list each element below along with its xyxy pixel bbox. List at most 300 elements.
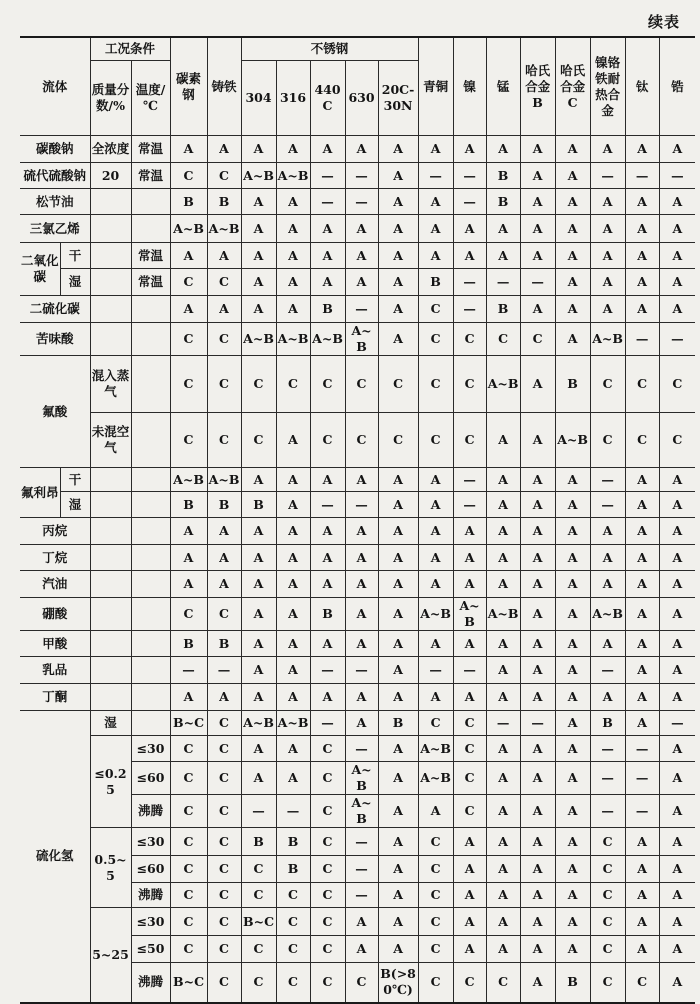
rating-titanium: A: [625, 711, 659, 736]
rating-bronze: A: [418, 571, 453, 598]
table-row: [20, 296, 695, 323]
rating-ss304: A: [241, 598, 276, 631]
rating-carbon-steel: B: [170, 189, 207, 215]
rating-nickel: C: [453, 736, 486, 762]
fluid-name: 汽油: [20, 571, 90, 598]
rating-manganese: A: [486, 883, 520, 908]
rating-manganese: A: [486, 657, 520, 684]
rating-cast-iron: C: [207, 269, 241, 296]
rating-nickel: A~B: [453, 598, 486, 631]
rating-hastelloy-b: A: [520, 356, 555, 413]
table-row: [20, 356, 695, 413]
table-row: [20, 828, 695, 856]
rating-nickel: C: [453, 413, 486, 468]
rating-manganese: A: [486, 215, 520, 243]
rating-nickel: —: [453, 296, 486, 323]
rating-zirconium: A: [659, 296, 695, 323]
rating-hastelloy-c: A: [555, 518, 590, 545]
rating-ss20c-30n: A: [378, 545, 418, 571]
temperature: ≤30: [131, 736, 170, 762]
rating-manganese: A: [486, 908, 520, 936]
rating-zirconium: A: [659, 545, 695, 571]
rating-cast-iron: C: [207, 598, 241, 631]
rating-hastelloy-c: A: [555, 631, 590, 657]
rating-cast-iron: A: [207, 518, 241, 545]
rating-manganese: —: [486, 269, 520, 296]
rating-hastelloy-b: A: [520, 631, 555, 657]
rating-bronze: C: [418, 828, 453, 856]
rating-ss316: A: [276, 598, 310, 631]
rating-ss630: A: [345, 936, 378, 963]
rating-zirconium: A: [659, 598, 695, 631]
rating-ss440c: A~B: [310, 323, 345, 356]
header-titanium: 钛: [625, 37, 659, 136]
rating-carbon-steel: B~C: [170, 963, 207, 1003]
rating-ss20c-30n: A: [378, 136, 418, 163]
table-row: [20, 189, 695, 215]
rating-cast-iron: C: [207, 736, 241, 762]
rating-bronze: A: [418, 518, 453, 545]
rating-hastelloy-b: A: [520, 243, 555, 269]
mass-fraction: [90, 296, 131, 323]
rating-ss316: C: [276, 963, 310, 1003]
rating-zirconium: A: [659, 795, 695, 828]
rating-hastelloy-b: A: [520, 736, 555, 762]
header-manganese: 锰: [486, 37, 520, 136]
rating-hastelloy-b: A: [520, 492, 555, 518]
rating-nickel: A: [453, 518, 486, 545]
rating-ss316: A~B: [276, 711, 310, 736]
rating-nickel: C: [453, 762, 486, 795]
rating-hastelloy-c: A: [555, 492, 590, 518]
rating-manganese: A: [486, 571, 520, 598]
rating-zirconium: A: [659, 189, 695, 215]
rating-ss440c: C: [310, 908, 345, 936]
rating-titanium: A: [625, 215, 659, 243]
temperature: [131, 684, 170, 711]
rating-nickel: —: [453, 657, 486, 684]
rating-bronze: C: [418, 711, 453, 736]
temperature: [131, 468, 170, 492]
rating-nickel: A: [453, 684, 486, 711]
fluid-name: 氟利昂: [20, 468, 60, 518]
rating-ss440c: C: [310, 856, 345, 883]
rating-ss440c: —: [310, 657, 345, 684]
rating-carbon-steel: C: [170, 736, 207, 762]
rating-zirconium: A: [659, 657, 695, 684]
rating-zirconium: C: [659, 356, 695, 413]
rating-inconel: A~B: [590, 598, 625, 631]
rating-manganese: B: [486, 189, 520, 215]
rating-ss20c-30n: A: [378, 631, 418, 657]
rating-manganese: A: [486, 468, 520, 492]
rating-cast-iron: —: [207, 657, 241, 684]
rating-zirconium: A: [659, 762, 695, 795]
table-row: [20, 908, 695, 936]
rating-hastelloy-b: —: [520, 711, 555, 736]
fluid-name: 甲酸: [20, 631, 90, 657]
rating-carbon-steel: C: [170, 795, 207, 828]
rating-cast-iron: A: [207, 136, 241, 163]
rating-hastelloy-c: A: [555, 795, 590, 828]
rating-titanium: A: [625, 136, 659, 163]
rating-nickel: —: [453, 468, 486, 492]
fluid-name: 二硫化碳: [20, 296, 90, 323]
rating-ss630: A: [345, 598, 378, 631]
rating-ss630: —: [345, 828, 378, 856]
rating-manganese: A: [486, 828, 520, 856]
rating-ss316: —: [276, 795, 310, 828]
rating-carbon-steel: B: [170, 492, 207, 518]
rating-bronze: A~B: [418, 598, 453, 631]
rating-ss316: A: [276, 413, 310, 468]
rating-carbon-steel: C: [170, 908, 207, 936]
rating-bronze: C: [418, 856, 453, 883]
rating-ss20c-30n: A: [378, 936, 418, 963]
rating-nickel: A: [453, 243, 486, 269]
temperature: [131, 711, 170, 736]
rating-hastelloy-b: A: [520, 762, 555, 795]
header-hastelloy-c: 哈氏合金C: [555, 37, 590, 136]
mass-fraction: [90, 215, 131, 243]
rating-ss630: —: [345, 189, 378, 215]
rating-ss630: A: [345, 684, 378, 711]
rating-zirconium: A: [659, 269, 695, 296]
rating-carbon-steel: A: [170, 571, 207, 598]
rating-ss316: A~B: [276, 163, 310, 189]
rating-ss440c: C: [310, 883, 345, 908]
rating-ss630: A: [345, 136, 378, 163]
rating-ss20c-30n: A: [378, 883, 418, 908]
rating-ss20c-30n: A: [378, 657, 418, 684]
rating-ss20c-30n: A: [378, 762, 418, 795]
rating-hastelloy-b: A: [520, 856, 555, 883]
rating-hastelloy-b: A: [520, 963, 555, 1003]
rating-ss440c: —: [310, 163, 345, 189]
rating-cast-iron: A: [207, 684, 241, 711]
table-row: [20, 243, 695, 269]
rating-ss304: A~B: [241, 323, 276, 356]
rating-ss304: A~B: [241, 163, 276, 189]
rating-manganese: A: [486, 492, 520, 518]
rating-inconel: C: [590, 828, 625, 856]
rating-hastelloy-b: A: [520, 468, 555, 492]
rating-cast-iron: C: [207, 936, 241, 963]
temperature: 常温: [131, 243, 170, 269]
rating-hastelloy-c: A: [555, 762, 590, 795]
rating-titanium: —: [625, 323, 659, 356]
rating-bronze: C: [418, 296, 453, 323]
rating-ss630: A~B: [345, 795, 378, 828]
header-ss440c: 440C: [310, 61, 345, 136]
header-zirconium: 锆: [659, 37, 695, 136]
rating-ss630: —: [345, 492, 378, 518]
rating-ss20c-30n: B(>80℃): [378, 963, 418, 1003]
rating-titanium: —: [625, 762, 659, 795]
mass-fraction: [90, 684, 131, 711]
rating-ss630: A~B: [345, 323, 378, 356]
rating-ss316: A: [276, 296, 310, 323]
rating-ss304: A: [241, 571, 276, 598]
rating-cast-iron: C: [207, 795, 241, 828]
temperature: ≤50: [131, 936, 170, 963]
table-row: [20, 711, 695, 736]
temperature: ≤30: [131, 828, 170, 856]
mass-fraction: [90, 243, 131, 269]
temperature: ≤60: [131, 856, 170, 883]
rating-bronze: C: [418, 883, 453, 908]
rating-ss304: A: [241, 296, 276, 323]
rating-titanium: —: [625, 795, 659, 828]
rating-titanium: A: [625, 908, 659, 936]
rating-ss316: A: [276, 762, 310, 795]
rating-manganese: A: [486, 631, 520, 657]
header-bronze: 青铜: [418, 37, 453, 136]
rating-ss630: A: [345, 243, 378, 269]
fluid-name: 二氧化碳: [20, 243, 60, 296]
rating-manganese: C: [486, 323, 520, 356]
rating-ss630: C: [345, 356, 378, 413]
rating-manganese: A: [486, 136, 520, 163]
table-row: [20, 631, 695, 657]
rating-titanium: A: [625, 856, 659, 883]
rating-ss630: —: [345, 856, 378, 883]
rating-zirconium: A: [659, 856, 695, 883]
header-stainless-steel: 不锈钢: [241, 37, 418, 61]
mass-fraction: [90, 323, 131, 356]
rating-carbon-steel: C: [170, 762, 207, 795]
temperature: 沸腾: [131, 883, 170, 908]
rating-ss304: A: [241, 684, 276, 711]
header-row: [20, 37, 695, 61]
rating-carbon-steel: C: [170, 413, 207, 468]
rating-inconel: —: [590, 736, 625, 762]
rating-ss304: A: [241, 736, 276, 762]
temperature: [131, 545, 170, 571]
rating-nickel: A: [453, 571, 486, 598]
rating-zirconium: —: [659, 163, 695, 189]
rating-cast-iron: C: [207, 883, 241, 908]
rating-ss440c: A: [310, 684, 345, 711]
rating-ss440c: A: [310, 215, 345, 243]
rating-inconel: C: [590, 908, 625, 936]
rating-cast-iron: C: [207, 908, 241, 936]
table-row: [20, 657, 695, 684]
rating-bronze: A: [418, 468, 453, 492]
rating-bronze: B: [418, 269, 453, 296]
rating-hastelloy-b: A: [520, 215, 555, 243]
rating-inconel: —: [590, 657, 625, 684]
rating-ss20c-30n: C: [378, 356, 418, 413]
rating-carbon-steel: A~B: [170, 215, 207, 243]
rating-hastelloy-c: A: [555, 711, 590, 736]
temperature: 沸腾: [131, 963, 170, 1003]
table-row: [20, 323, 695, 356]
rating-inconel: C: [590, 856, 625, 883]
temperature: [131, 296, 170, 323]
rating-ss440c: B: [310, 598, 345, 631]
rating-hastelloy-b: A: [520, 883, 555, 908]
rating-ss304: A: [241, 631, 276, 657]
rating-titanium: A: [625, 545, 659, 571]
rating-inconel: A: [590, 571, 625, 598]
rating-ss316: A: [276, 571, 310, 598]
rating-ss630: C: [345, 413, 378, 468]
rating-ss304: C: [241, 413, 276, 468]
rating-ss304: A~B: [241, 711, 276, 736]
mass-fraction: [90, 598, 131, 631]
rating-cast-iron: C: [207, 828, 241, 856]
temperature: 沸腾: [131, 795, 170, 828]
rating-hastelloy-c: A: [555, 908, 590, 936]
rating-hastelloy-c: A: [555, 936, 590, 963]
rating-nickel: C: [453, 963, 486, 1003]
mass-fraction: 全浓度: [90, 136, 131, 163]
rating-nickel: C: [453, 795, 486, 828]
rating-manganese: A: [486, 856, 520, 883]
rating-ss440c: —: [310, 189, 345, 215]
rating-inconel: —: [590, 468, 625, 492]
rating-ss630: —: [345, 883, 378, 908]
rating-inconel: A: [590, 296, 625, 323]
rating-manganese: A: [486, 545, 520, 571]
fluid-name: 丁烷: [20, 545, 90, 571]
rating-inconel: —: [590, 762, 625, 795]
mass-fraction: ≤0.25: [90, 736, 131, 828]
fluid-name: 松节油: [20, 189, 90, 215]
rating-carbon-steel: C: [170, 356, 207, 413]
rating-ss20c-30n: A: [378, 571, 418, 598]
rating-hastelloy-c: A: [555, 856, 590, 883]
rating-inconel: A: [590, 631, 625, 657]
table-row: [20, 492, 695, 518]
temperature: [131, 492, 170, 518]
rating-ss630: A: [345, 518, 378, 545]
mass-fraction: [90, 468, 131, 492]
rating-ss440c: A: [310, 136, 345, 163]
rating-hastelloy-c: B: [555, 356, 590, 413]
mass-fraction: 未混空气: [90, 413, 131, 468]
rating-titanium: A: [625, 684, 659, 711]
rating-ss316: A: [276, 215, 310, 243]
rating-titanium: C: [625, 413, 659, 468]
table-row: [20, 545, 695, 571]
rating-ss20c-30n: A: [378, 795, 418, 828]
rating-ss630: A: [345, 215, 378, 243]
rating-inconel: C: [590, 413, 625, 468]
rating-inconel: C: [590, 936, 625, 963]
rating-bronze: A~B: [418, 762, 453, 795]
rating-cast-iron: C: [207, 323, 241, 356]
rating-titanium: A: [625, 518, 659, 545]
rating-cast-iron: C: [207, 762, 241, 795]
rating-carbon-steel: C: [170, 163, 207, 189]
rating-inconel: A: [590, 684, 625, 711]
rating-titanium: C: [625, 356, 659, 413]
rating-hastelloy-c: A~B: [555, 413, 590, 468]
rating-manganese: A: [486, 518, 520, 545]
rating-nickel: —: [453, 269, 486, 296]
rating-ss440c: —: [310, 492, 345, 518]
rating-carbon-steel: C: [170, 323, 207, 356]
table-row: [20, 215, 695, 243]
rating-inconel: —: [590, 163, 625, 189]
table-row: [20, 518, 695, 545]
rating-hastelloy-b: A: [520, 936, 555, 963]
rating-nickel: A: [453, 936, 486, 963]
rating-carbon-steel: A: [170, 296, 207, 323]
rating-bronze: C: [418, 963, 453, 1003]
rating-bronze: —: [418, 657, 453, 684]
rating-hastelloy-c: A: [555, 545, 590, 571]
rating-ss316: B: [276, 828, 310, 856]
rating-ss440c: —: [310, 711, 345, 736]
rating-zirconium: A: [659, 828, 695, 856]
rating-carbon-steel: A: [170, 243, 207, 269]
rating-bronze: A: [418, 545, 453, 571]
rating-cast-iron: B: [207, 492, 241, 518]
rating-hastelloy-b: A: [520, 657, 555, 684]
rating-hastelloy-b: A: [520, 684, 555, 711]
rating-cast-iron: C: [207, 856, 241, 883]
rating-titanium: —: [625, 163, 659, 189]
rating-hastelloy-b: A: [520, 163, 555, 189]
rating-ss630: A: [345, 545, 378, 571]
rating-zirconium: —: [659, 711, 695, 736]
rating-ss304: A: [241, 468, 276, 492]
temperature: [131, 518, 170, 545]
rating-ss630: A: [345, 908, 378, 936]
temperature: [131, 571, 170, 598]
rating-ss316: A: [276, 243, 310, 269]
rating-zirconium: A: [659, 883, 695, 908]
rating-cast-iron: A~B: [207, 468, 241, 492]
corrosion-resistance-table: [20, 36, 695, 1004]
rating-inconel: A: [590, 243, 625, 269]
rating-ss440c: A: [310, 631, 345, 657]
rating-ss20c-30n: A: [378, 468, 418, 492]
rating-cast-iron: A: [207, 545, 241, 571]
rating-bronze: A: [418, 136, 453, 163]
rating-manganese: —: [486, 711, 520, 736]
rating-hastelloy-c: A: [555, 883, 590, 908]
rating-ss440c: A: [310, 468, 345, 492]
rating-ss440c: C: [310, 963, 345, 1003]
mass-fraction: [90, 189, 131, 215]
rating-ss304: A: [241, 657, 276, 684]
rating-hastelloy-c: A: [555, 571, 590, 598]
table-row: [20, 413, 695, 468]
table-row: [20, 684, 695, 711]
rating-ss20c-30n: A: [378, 323, 418, 356]
rating-ss304: A: [241, 762, 276, 795]
rating-ss304: C: [241, 883, 276, 908]
rating-cast-iron: A: [207, 296, 241, 323]
fluid-name: 丁酮: [20, 684, 90, 711]
rating-titanium: A: [625, 492, 659, 518]
fluid-state: 干: [60, 243, 90, 269]
rating-manganese: A: [486, 413, 520, 468]
rating-hastelloy-b: A: [520, 413, 555, 468]
rating-nickel: C: [453, 323, 486, 356]
temperature: [131, 413, 170, 468]
rating-cast-iron: C: [207, 711, 241, 736]
rating-carbon-steel: C: [170, 828, 207, 856]
rating-nickel: A: [453, 908, 486, 936]
fluid-name: 丙烷: [20, 518, 90, 545]
rating-ss440c: A: [310, 571, 345, 598]
header-nickel: 镍: [453, 37, 486, 136]
